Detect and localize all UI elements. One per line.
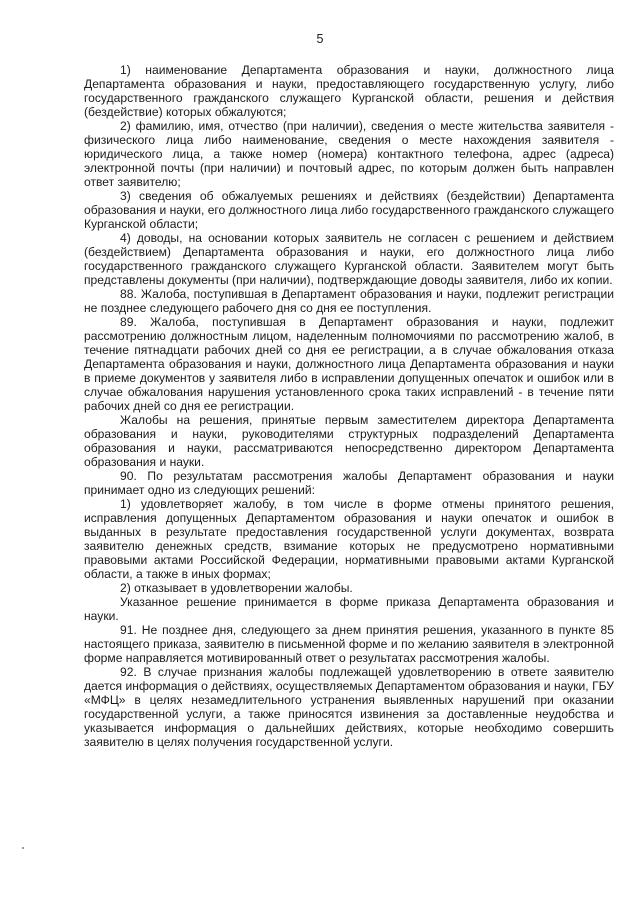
page-number: 5 bbox=[316, 32, 324, 46]
paragraph-90: 90. По результатам рассмотрения жалобы Департамент образования и науки принимает одно из следующих решений: bbox=[84, 469, 614, 497]
paragraph-item-2: 2) фамилию, имя, отчество (при наличии), сведения о месте жительства заявителя - физического лица либо наименование, сведения о месте нахождения заявителя - юридического лица, а также номер (номера) контактного телефона, адрес (адреса) электронной почты (при наличии) и почтовый адрес, по которым должен быть направлен ответ заявителю; bbox=[84, 119, 614, 189]
document-body bbox=[84, 63, 614, 749]
paragraph-92: 92. В случае признания жалобы подлежащей удовлетворению в ответе заявителю дается информация о действиях, осуществляемых Департаментом образования и науки, ГБУ «МФЦ» в целях незамедлительного устранения выявленных нарушений при оказании государственной услуги, а также приносятся извинения за доставленные неудобства и указывается информация о дальнейших действиях, которые необходимо совершить заявителю в целях получения государственной услуги. bbox=[84, 665, 614, 749]
paragraph-90-item-1: 1) удовлетворяет жалобу, в том числе в форме отмены принятого решения, исправления допущенных Департаментом образования и науки опечаток и ошибок в выданных в результате предоставления государственной услуги документах, возврата заявителю денежных средств, взимание которых не предусмотрено нормативными правовыми актами Российской Федерации, нормативными правовыми актами Курганской области, а также в иных формах; bbox=[84, 497, 614, 581]
paragraph-88: 88. Жалоба, поступившая в Департамент образования и науки, подлежит регистрации не позднее следующего рабочего дня со дня ее поступления. bbox=[84, 287, 614, 315]
paragraph-90-item-2: 2) отказывает в удовлетворении жалобы. bbox=[120, 581, 353, 595]
paragraph-90-decision-form: Указанное решение принимается в форме приказа Департамента образования и науки. bbox=[84, 595, 614, 623]
paragraph-item-1: 1) наименование Департамента образования и науки, должностного лица Департамента образования и науки, предоставляющего государственную услугу, либо государственного гражданского служащего Курганской области, решения и действия (бездействие) которых обжалуются; bbox=[84, 63, 614, 119]
paragraph-item-4: 4) доводы, на основании которых заявитель не согласен с решением и действием (бездействием) Департамента образования и науки, его должностного лица либо государственного гражданского служащего Курганской области. Заявителем могут быть представлены документы (при наличии), подтверждающие доводы заявителя, либо их копии. bbox=[84, 231, 614, 287]
paragraph-89: 89. Жалоба, поступившая в Департамент образования и науки, подлежит рассмотрению должностным лицом, наделенным полномочиями по рассмотрению жалоб, в течение пятнадцати рабочих дней со дня ее регистрации, а в случае обжалования отказа Департамента образования и науки, должностного лица Департамента образования и науки в приеме документов у заявителя либо в исправлении допущенных опечаток и ошибок или в случае обжалования нарушения установленного срока таких исправлений - в течение пяти рабочих дней со дня ее регистрации. bbox=[84, 315, 614, 413]
paragraph-91: 91. Не позднее дня, следующего за днем принятия решения, указанного в пункте 85 настоящего приказа, заявителю в письменной форме и по желанию заявителя в электронной форме направляется мотивированный ответ о результатах рассмотрения жалобы. bbox=[84, 623, 614, 665]
paragraph-item-3: 3) сведения об обжалуемых решениях и действиях (бездействии) Департамента образования и науки, его должностного лица либо государственного гражданского служащего Курганской области; bbox=[84, 189, 614, 231]
scan-speck bbox=[22, 847, 24, 849]
paragraph-89-complaints: Жалобы на решения, принятые первым заместителем директора Департамента образования и науки, руководителями структурных подразделений Департамента образования и науки, рассматриваются непосредственно директором Департамента образования и науки. bbox=[84, 413, 614, 469]
